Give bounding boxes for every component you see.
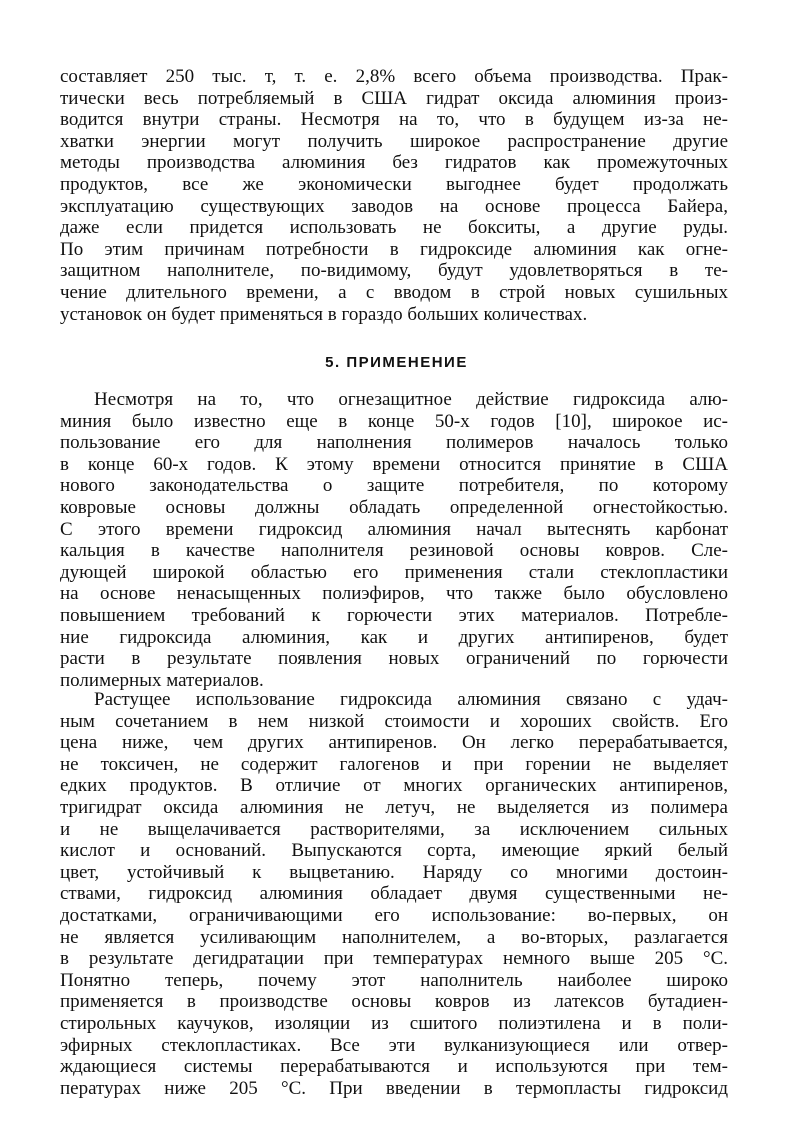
text-line: установок он будет применяться в гораздо больших количествах. [60, 303, 588, 325]
text-line: едких продуктов. В отличие от многих органических антипиренов, [60, 775, 728, 797]
text-line: хватки энергии могут получить широкое распространение другие [60, 130, 728, 152]
text-line: пературах ниже 205 °С. При введении в термопласты гидроксид [60, 1077, 728, 1099]
text-line: даже если придется использовать не бокситы, а другие руды. [60, 217, 728, 239]
text-line: миния было известно еще в конце 50-х годов [10], широкое ис- [60, 410, 728, 432]
paragraph-properties [60, 689, 728, 1099]
text-line: в результате дегидратации при температурах немного выше 205 °С. [60, 948, 728, 970]
paragraph-intro [60, 66, 728, 325]
text-line: ковровые основы должны обладать определенной огнестойкостью. [60, 496, 728, 518]
text-line: цвет, устойчивый к выцветанию. Наряду со многими достоин- [60, 861, 728, 883]
text-line: кальция в качестве наполнителя резиновой основы ковров. Сле- [60, 540, 728, 562]
text-line: ние гидроксида алюминия, как и других антипиренов, будет [60, 626, 728, 648]
text-line: расти в результате появления новых ограничений по горючести [60, 648, 728, 670]
text-line: Растущее использование гидроксида алюминия связано с удач- [94, 689, 728, 710]
text-line: повышением требований к горючести этих материалов. Потребле- [60, 604, 728, 626]
text-line: цена ниже, чем других антипиренов. Он легко перерабатывается, [60, 732, 728, 754]
text-line: эфирных стеклопластиках. Все эти вулканизующиеся или отвер- [60, 1034, 728, 1056]
text-line: ным сочетанием в нем низкой стоимости и хороших свойств. Его [60, 710, 728, 732]
text-line: на основе ненасыщенных полиэфиров, что также было обусловлено [60, 583, 728, 605]
section-heading: 5. ПРИМЕНЕНИЕ [325, 354, 468, 371]
text-line: кислот и оснований. Выпускаются сорта, имеющие яркий белый [60, 840, 728, 862]
text-line: эксплуатацию существующих заводов на основе процесса Байера, [60, 195, 728, 217]
text-line: По этим причинам потребности в гидроксиде алюминия как огне- [60, 238, 728, 260]
text-line: тригидрат оксида алюминия не летуч, не выделяется из полимера [60, 796, 728, 818]
text-line: ствами, гидроксид алюминия обладает двумя существенными не- [60, 883, 728, 905]
text-line: и не выщелачивается растворителями, за исключением сильных [60, 818, 728, 840]
text-line: составляет 250 тыс. т, т. е. 2,8% всего объема производства. Прак- [60, 66, 728, 87]
paragraph-application [60, 389, 728, 691]
text-line: методы производства алюминия без гидратов как промежуточных [60, 152, 728, 174]
text-line: пользование его для наполнения полимеров началось только [60, 432, 728, 454]
text-line: С этого времени гидроксид алюминия начал вытеснять карбонат [60, 518, 728, 540]
text-line: в конце 60-х годов. К этому времени относится принятие в США [60, 453, 728, 475]
text-line: полимерных материалов. [60, 669, 264, 691]
text-line: не является усиливающим наполнителем, а во-вторых, разлагается [60, 926, 728, 948]
text-line: водится внутри страны. Несмотря на то, что в будущем из-за не- [60, 109, 728, 131]
text-line: нового законодательства о защите потребителя, по которому [60, 475, 728, 497]
text-line: дующей широкой областью его применения стали стеклопластики [60, 561, 728, 583]
text-line: достатками, ограничивающими его использование: во-первых, он [60, 904, 728, 926]
text-line: чение длительного времени, а с вводом в строй новых сушильных [60, 281, 728, 303]
text-line: тически весь потребляемый в США гидрат оксида алюминия произ- [60, 87, 728, 109]
text-line: Несмотря на то, что огнезащитное действие гидроксида алю- [94, 389, 728, 410]
text-line: защитном наполнителе, по-видимому, будут удовлетворяться в те- [60, 260, 728, 282]
text-line: Понятно теперь, почему этот наполнитель наиболее широко [60, 969, 728, 991]
text-line: не токсичен, не содержит галогенов и при горении не выделяет [60, 753, 728, 775]
text-line: ждающиеся системы перерабатываются и используются при тем- [60, 1056, 728, 1078]
text-line: продуктов, все же экономически выгоднее будет продолжать [60, 173, 728, 195]
text-line: стирольных каучуков, изоляции из сшитого полиэтилена и в поли- [60, 1012, 728, 1034]
text-line: применяется в производстве основы ковров из латексов бутадиен- [60, 991, 728, 1013]
